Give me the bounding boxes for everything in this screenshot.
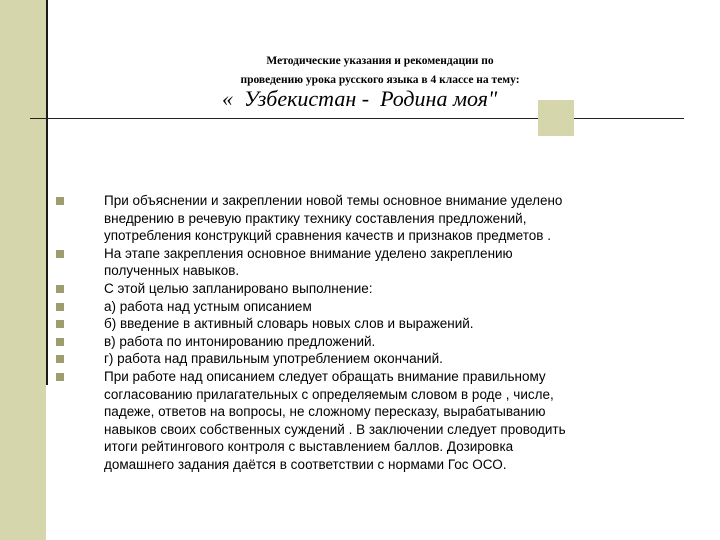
list-item-text: г) работа над правильным употреблением окончаний.: [104, 351, 443, 367]
list-item: [86, 350, 676, 368]
accent-square: [538, 100, 574, 136]
bullet-list: [86, 192, 676, 474]
slide-header: [150, 52, 610, 90]
list-item: [86, 368, 676, 474]
header-line-2: проведению урока русского языка в 4 классе на тему:: [240, 74, 520, 86]
slide-title: « Узбекистан - Родина моя": [222, 86, 498, 111]
list-item-text: При объяснении и закреплении новой темы основное внимание уделено внедрению в речевую практику технику составления предложений, употребления конструкций сравнения качеств и признаков предметов .: [104, 193, 563, 244]
square-bullet-icon: [56, 373, 64, 381]
list-item: [86, 280, 676, 298]
list-item: [86, 298, 676, 316]
list-item-text: в) работа по интонированию предложений.: [104, 333, 376, 349]
list-item-text: При работе над описанием следует обращать внимание правильному согласованию прилагательных с определяемым словом в роде , числе, падеже, ответов на вопросы, не сложному пересказу, вырабатыванию навыков своих собственных суждений . В заключении следует проводить итоги рейтингового контроля с выставлением баллов. Дозировка домашнего задания даётся в соответствии с нормами Гос ОСО.: [104, 368, 566, 472]
list-item-text: На этапе закрепления основное внимание уделено закреплению полученных навыков.: [104, 245, 513, 279]
square-bullet-icon: [56, 355, 64, 363]
list-item: [86, 245, 676, 280]
square-bullet-icon: [56, 303, 64, 311]
list-item: [86, 192, 676, 245]
square-bullet-icon: [56, 197, 64, 205]
side-divider-line: [46, 0, 48, 385]
side-decor-band: [0, 0, 46, 540]
list-item-text: б) введение в активный словарь новых слов и выражений.: [104, 316, 474, 332]
list-item: [86, 315, 676, 333]
square-bullet-icon: [56, 250, 64, 258]
square-bullet-icon: [56, 338, 64, 346]
title-underline-rule-right: [574, 118, 684, 119]
list-item-text: а) работа над устным описанием: [104, 298, 312, 314]
title-underline-rule: [30, 118, 538, 119]
list-item-text: С этой целью запланировано выполнение:: [104, 280, 373, 296]
list-item: [86, 333, 676, 351]
square-bullet-icon: [56, 285, 64, 293]
header-line-1: Методические указания и рекомендации по: [266, 55, 494, 67]
square-bullet-icon: [56, 320, 64, 328]
